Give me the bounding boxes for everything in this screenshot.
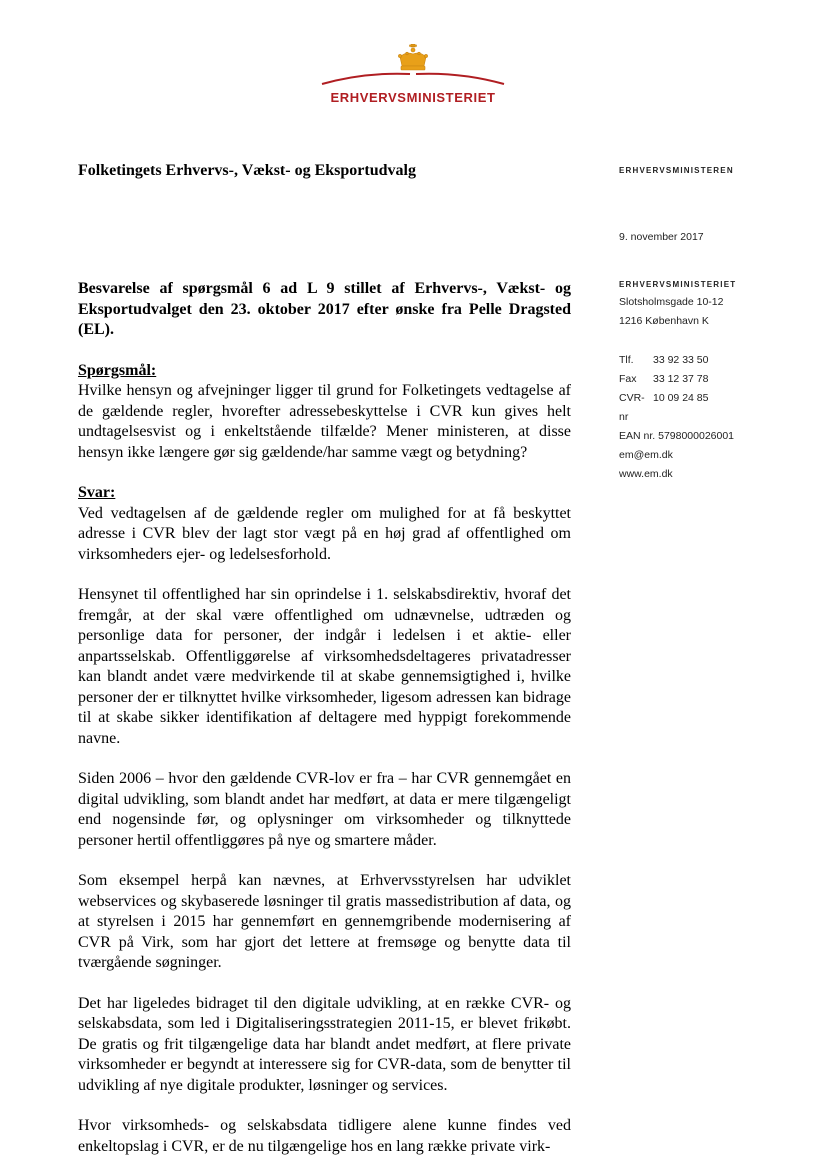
question-heading: Spørgsmål: [78,361,157,379]
sidebar [619,166,799,484]
addressee: Folketingets Erhvervs-, Vækst- og Eksportudvalg [78,162,416,179]
contact-value: 33 12 37 78 [653,373,709,385]
address-line-1: Slotsholmsgade 10-12 [619,296,724,308]
answer-heading: Svar: [78,484,116,501]
contact-label: CVR-nr [619,392,645,423]
address-line-2: 1216 København K [619,315,709,327]
contact-value: 33 92 33 50 [653,354,709,366]
letter-title: Besvarelse af spørgsmål 6 ad L 9 stillet af Erhvervs-, Vækst- og Eksportudvalget den 23. oktober 2017 efter ønske fra Pelle Dragsted (EL). [78,280,571,338]
answer-paragraph: Som eksempel herpå kan nævnes, at Erhvervsstyrelsen har udviklet webservices og skybaserede løsninger til gratis massedistribution af data, og at styrelsen i 2015 har gennemført en gennemgribende modernisering af CVR på Virk, som har gjort det lettere at fremsøge og benytte data til tværgående søgninger. [78,872,571,971]
answer-paragraph: Hvor virksomheds- og selskabsdata tidligere alene kunne findes ved enkeltopslag i CVR, er de nu tilgængelige hos en lang række private virk- [78,1117,571,1155]
email-link[interactable]: em@em.dk [619,449,673,461]
answer-paragraph: Ved vedtagelsen af de gældende regler om mulighed for at få beskyttet adresse i CVR blev der lagt stor vægt på en høj grad af offentlighed om virksomheders ejer- og ledelsesforhold. [78,504,571,563]
contact-value: 10 09 24 85 [653,392,709,404]
answer-paragraph: Det har ligeledes bidraget til den digitale udvikling, at en række CVR- og selskabsdata, som led i Digitaliseringsstrategien 2011-15, er blevet frikøbt. De gratis og frit tilgængelige data har blandt andet medført, at flere private virksomheder er begyndt at interessere sig for CVR-data, som de benytter til udvikling af nye digitale produkter, løsninger og services. [78,994,571,1094]
answer-paragraph: Hensynet til offentlighed har sin oprindelse i 1. selskabsdirektiv, hvoraf det fremgår, at der skal være offentlighed om udnævnelse, udtræden og personlige data for personer, der indgår i ledelsen i et aktie- eller anpartsselskab. Offentliggørelse af virksomhedsdeltageres privatadresser kan blandt andet være medvirkende til at skabe gennemsigtighed i, hvilke personer der er tilknyttet hvilke virksomheder, ligesom adressen kan bidrage til at skabe sikker identifikation af deltagere med hyppigt forekommende navne. [78,586,571,747]
answer-paragraph: Siden 2006 – hvor den gældende CVR-lov er fra – har CVR gennemgået en digital udvikling, som blandt andet har medført, at data er mere tilgængeligt end nogensinde før, og oplysninger om virksomheder og tilknyttede personer hertil offentliggøres på nye og smartere måder. [78,770,571,849]
contact-label: Tlf. [619,354,634,366]
contact-phone [619,351,799,370]
ministry-logo [320,44,506,114]
letter-date: 9. november 2017 [619,231,704,243]
question-text: Hvilke hensyn og afvejninger ligger til grund for Folketingets vedtagelse af de gældende regler, hvorefter adressebeskyttelse i CVR kun gives helt undtagelsesvist og i enkeltstående tilfælde? Mener ministeren, at disse hensyn ikke længere gør sig gældende/har samme vægt og betydning? [78,382,571,461]
contact-cvr [619,389,799,427]
crown-icon [320,44,506,90]
sender-title: ERHVERVSMINISTEREN [619,166,734,175]
org-title: ERHVERVSMINISTERIET [619,280,737,289]
website-link[interactable]: www.em.dk [619,468,673,480]
contact-fax [619,370,799,389]
ean-number: EAN nr. 5798000026001 [619,430,735,442]
contact-label: Fax [619,373,637,385]
letter-body [78,279,571,1157]
logo-text: ERHVERVSMINISTERIET [330,90,496,105]
